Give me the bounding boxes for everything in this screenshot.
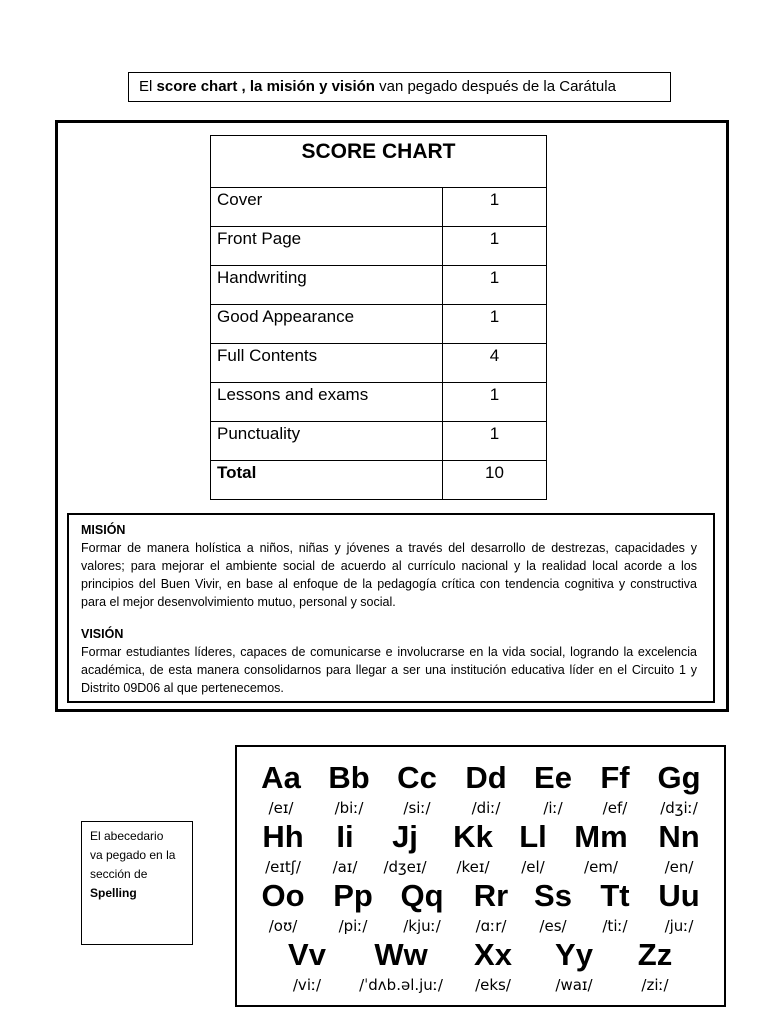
score-chart-title: SCORE CHART [211,136,547,188]
letter-pair: Mm [574,819,628,854]
letter-ipa: /waɪ/ [555,976,593,994]
letter-cell [555,938,593,994]
vision-heading: VISIÓN [81,627,124,641]
score-item-label: Good Appearance [211,305,443,344]
score-item-value: 1 [443,383,547,422]
score-item-value: 1 [443,188,547,227]
letter-cell [333,879,373,935]
left-note-line: va pegado en la [90,848,176,862]
table-row [211,227,547,266]
letter-cell [600,879,629,935]
score-item-value: 1 [443,422,547,461]
letter-ipa: /siː/ [403,799,431,817]
letter-cell [453,820,493,876]
vision-text: Formar estudiantes líderes, capaces de comunicarse e involucrarse en la vida social, logrando la excelencia académica, de esta manera consolidarnos para llegar a ser una institución educativa líder en el Circuito 1 y Distrito 09D06 al que pertenecemos. [81,645,697,695]
letter-ipa: /ɑːr/ [475,917,507,935]
score-item-label: Handwriting [211,266,443,305]
letter-cell [383,820,426,876]
letter-pair: Yy [555,937,593,972]
score-total-value: 10 [443,461,547,500]
alphabet-row [237,761,724,821]
score-item-label: Front Page [211,227,443,266]
table-row [211,305,547,344]
letter-ipa: /eks/ [475,976,511,994]
alphabet-chart [235,745,726,1007]
letter-cell [465,761,506,817]
alphabet-instruction-note [81,821,193,945]
letter-cell [262,820,303,876]
letter-pair: Bb [328,760,370,795]
letter-ipa: /ˈdʌb.əl.juː/ [359,976,443,994]
letter-cell [328,761,369,817]
letter-pair: Uu [658,878,700,913]
letter-pair: Zz [637,937,673,972]
letter-ipa: /viː/ [292,976,322,994]
score-item-label: Full Contents [211,344,443,383]
score-item-value: 1 [443,305,547,344]
letter-ipa: /aɪ/ [332,858,358,876]
letter-cell [474,879,508,935]
letter-cell [288,938,326,994]
score-item-label: Punctuality [211,422,443,461]
mission-vision-box [67,513,715,703]
top-note-text-2: van pegado después de la Carátula [374,78,616,95]
letter-ipa: /kjuː/ [403,917,441,935]
letter-cell [474,938,512,994]
letter-ipa: /biː/ [334,799,364,817]
score-item-value: 1 [443,266,547,305]
letter-pair: Qq [400,878,444,913]
alphabet-row [237,879,724,939]
score-item-value: 1 [443,227,547,266]
letter-cell [359,938,443,994]
mision-text: Formar de manera holística a niños, niñas y jóvenes a través del desarrollo de destrezas, capacidades y valores; para mejorar el ambiente social de acuerdo al currículo nacional y la realidad local acorde a los principios del Buen Vivir, en base al enfoque de la pedagogía crítica con tendencia cognitiva y constructiva para el mejor desenvolvimiento mutuo, personal y social. [81,541,697,609]
letter-pair: Ff [600,760,630,795]
letter-pair: Jj [392,819,418,854]
letter-pair: Ii [336,819,354,854]
top-note-bold: score chart , la misión y visión [156,78,375,95]
letter-pair: Ss [534,878,572,913]
alphabet-row [237,820,724,880]
letter-cell [400,879,443,935]
score-item-value: 4 [443,344,547,383]
letter-pair: Ll [519,819,547,854]
left-note-line: El abecedario [90,829,164,843]
letter-pair: Kk [453,819,493,854]
letter-ipa: /tiː/ [602,917,628,935]
table-row [211,383,547,422]
letter-cell [519,820,547,876]
mision-heading: MISIÓN [81,523,126,537]
left-note-bold: Spelling [90,886,137,900]
letter-cell [574,820,627,876]
letter-ipa: /ziː/ [641,976,669,994]
letter-pair: Ee [534,760,572,795]
score-item-label: Lessons and exams [211,383,443,422]
table-row [211,422,547,461]
score-chart-table [210,135,547,500]
letter-cell [333,820,358,876]
left-note-line: sección de [90,867,148,881]
score-chart-header-row [211,136,547,188]
table-row [211,344,547,383]
letter-ipa: /piː/ [338,917,368,935]
letter-ipa: /dʒeɪ/ [383,858,427,876]
alphabet-row [237,938,724,998]
letter-cell [638,938,672,994]
letter-ipa: /oʊ/ [268,917,298,935]
letter-cell [600,761,629,817]
letter-pair: Tt [600,878,630,913]
letter-pair: Vv [288,937,326,972]
letter-pair: Xx [474,937,512,972]
letter-pair: Rr [473,878,509,913]
letter-ipa: /juː/ [664,917,694,935]
letter-ipa: /diː/ [471,799,501,817]
letter-ipa: /eɪ/ [268,799,294,817]
letter-ipa: /el/ [521,858,545,876]
letter-ipa: /iː/ [543,799,563,817]
letter-cell [261,879,304,935]
letter-cell [534,761,572,817]
letter-cell [658,879,699,935]
letter-ipa: /keɪ/ [456,858,490,876]
letter-pair: Pp [333,878,373,913]
table-row [211,188,547,227]
letter-pair: Oo [261,878,305,913]
letter-pair: Cc [397,760,437,795]
letter-pair: Nn [658,819,700,854]
letter-pair: Dd [465,760,507,795]
letter-pair: Ww [374,937,428,972]
letter-ipa: /dʒiː/ [660,799,698,817]
top-instruction-note [128,72,671,102]
score-total-row [211,461,547,500]
letter-cell [658,820,699,876]
letter-ipa: /ef/ [602,799,628,817]
letter-cell [261,761,301,817]
letter-cell [397,761,437,817]
letter-ipa: /es/ [539,917,567,935]
score-and-mission-frame [55,120,729,712]
score-total-label: Total [211,461,443,500]
top-note-text-1: El [139,78,157,95]
letter-cell [657,761,700,817]
letter-pair: Aa [261,760,301,795]
letter-ipa: /en/ [664,858,694,876]
letter-pair: Hh [262,819,304,854]
table-row [211,266,547,305]
score-item-label: Cover [211,188,443,227]
letter-ipa: /em/ [584,858,618,876]
letter-cell [534,879,572,935]
letter-ipa: /eɪtʃ/ [265,858,301,876]
letter-pair: Gg [657,760,701,795]
